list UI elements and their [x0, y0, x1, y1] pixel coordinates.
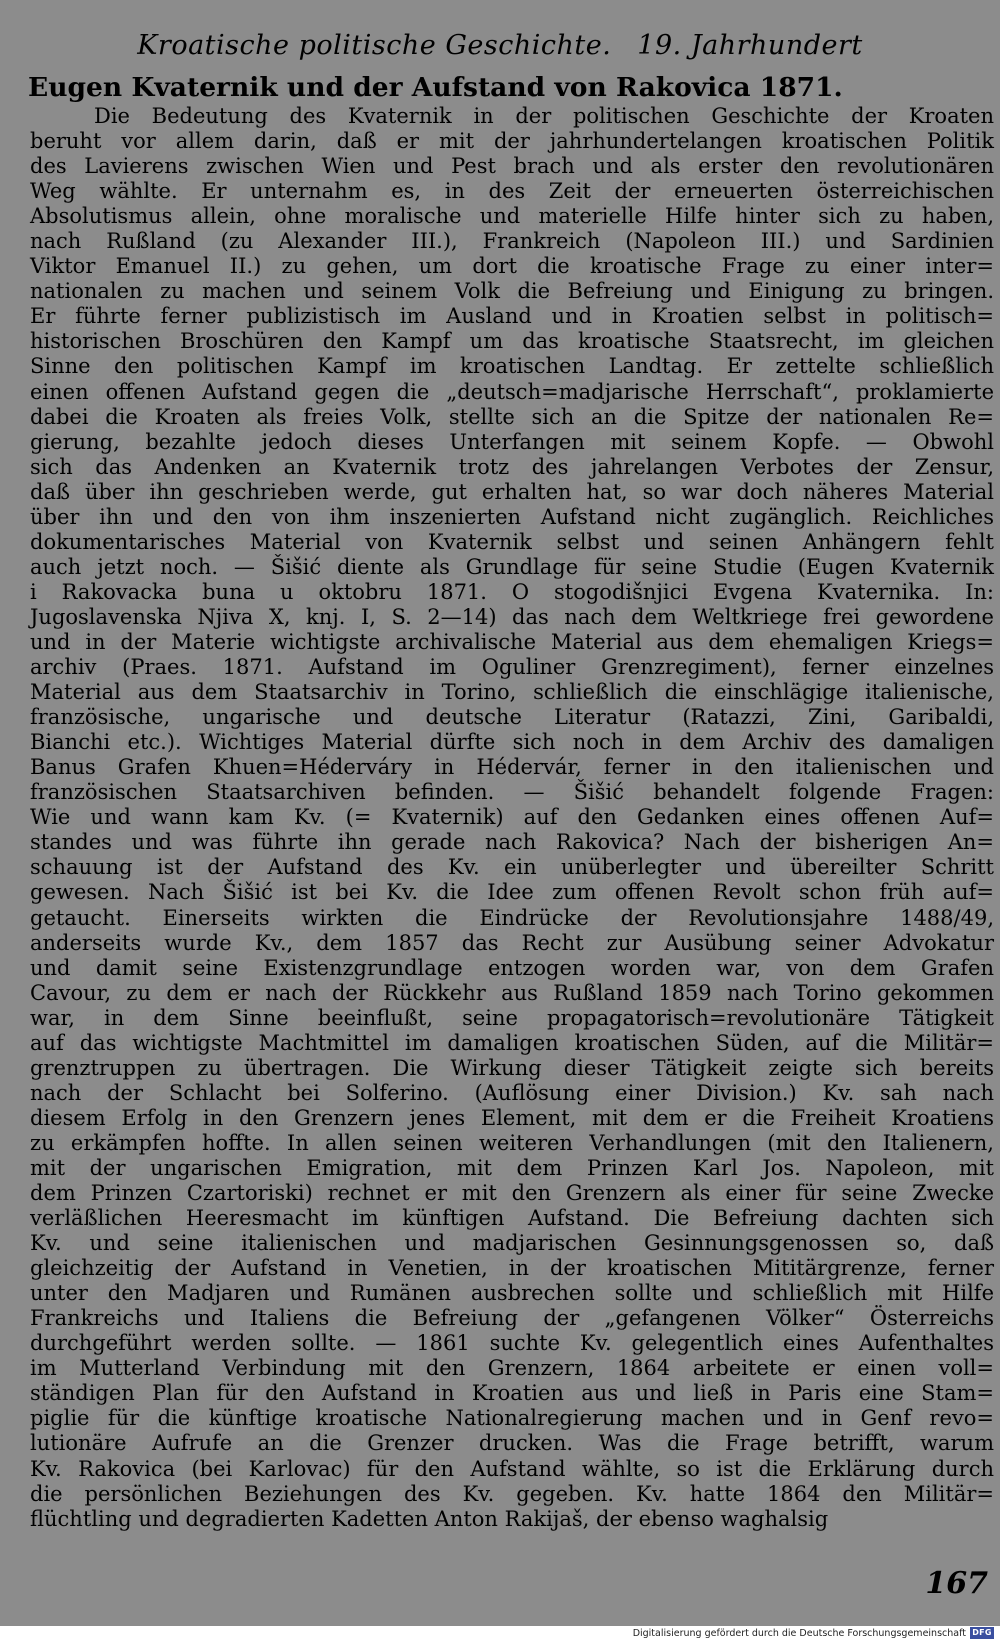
- text-line: einen offenen Aufstand gegen die „deutsch=madjarische Herrschaft“, proklamierte: [30, 379, 994, 404]
- text-line: dokumentarisches Material von Kvaternik selbst und seinen Anhängern fehlt: [30, 529, 994, 554]
- text-line: gleichzeitig der Aufstand in Venetien, in der kroatischen Mititärgrenze, ferner: [30, 1256, 994, 1281]
- footer-credit: Digitalisierung gefördert durch die Deutsche Forschungsgemeinschaft: [632, 1628, 966, 1639]
- text-line: ständigen Plan für den Aufstand in Kroatien aus und ließ in Paris eine Stam=: [30, 1381, 994, 1406]
- page-number: 167: [925, 1566, 988, 1601]
- running-head-right: 19. Jahrhundert: [637, 30, 863, 61]
- body-text: [30, 104, 994, 1532]
- running-head-left: Kroatische politische Geschichte.: [137, 30, 612, 61]
- text-line: archiv (Praes. 1871. Aufstand im Oguliner Grenzregiment), ferner einzelnes: [30, 655, 994, 680]
- text-line: Kv. und seine italienischen und madjarischen Gesinnungsgenossen so, daß: [30, 1231, 994, 1256]
- text-line: flüchtling und degradierten Kadetten Anton Rakijaš, der ebenso waghalsig: [30, 1506, 829, 1531]
- text-line: Jugoslavenska Njiva X, knj. I, S. 2—14) das nach dem Weltkriege frei gewordene: [30, 604, 994, 629]
- text-line: schauung ist der Aufstand des Kv. ein unüberlegter und übereilter Schritt: [30, 855, 994, 880]
- article-title: Eugen Kvaternik und der Aufstand von Rakovica 1871.: [28, 72, 843, 103]
- text-line: gewesen. Nach Šišić ist bei Kv. die Idee zum offenen Revolt schon früh auf=: [30, 880, 994, 905]
- text-line: über ihn und den von ihm inszenierten Aufstand nicht zugänglich. Reichliches: [30, 504, 994, 529]
- text-line: lutionäre Aufrufe an die Grenzer drucken. Was die Frage betrifft, warum: [30, 1431, 994, 1456]
- text-line: auch jetzt noch. — Šišić diente als Grundlage für seine Studie (Eugen Kvaternik: [30, 554, 994, 579]
- text-line: i Rakovacka buna u oktobru 1871. O stogodišnjici Evgena Kvaternika. In:: [30, 579, 994, 604]
- running-head: [0, 30, 1000, 61]
- text-line: Cavour, zu dem er nach der Rückkehr aus Rußland 1859 nach Torino gekommen: [30, 980, 994, 1005]
- text-line: des Lavierens zwischen Wien und Pest brach und als erster den revolutionären: [30, 154, 994, 179]
- text-line: Bianchi etc.). Wichtiges Material dürfte sich noch in dem Archiv des damaligen: [30, 730, 994, 755]
- text-line: daß über ihn geschrieben werde, gut erhalten hat, so war doch näheres Material: [30, 479, 994, 504]
- text-line: nach der Schlacht bei Solferino. (Auflösung einer Division.) Kv. sah nach: [30, 1080, 994, 1105]
- text-line: Er führte ferner publizistisch im Ausland und in Kroatien selbst in politisch=: [30, 304, 994, 329]
- text-line: und damit seine Existenzgrundlage entzogen worden war, von dem Grafen: [30, 955, 994, 980]
- text-line: französische, ungarische und deutsche Literatur (Ratazzi, Zini, Garibaldi,: [30, 705, 994, 730]
- text-line: standes und was führte ihn gerade nach Rakovica? Nach der bisherigen An=: [30, 830, 994, 855]
- text-line: verläßlichen Heeresmacht im künftigen Aufstand. Die Befreiung dachten sich: [30, 1206, 994, 1231]
- text-line: dem Prinzen Czartoriski) rechnet er mit den Grenzern als einer für seine Zwecke: [30, 1181, 994, 1206]
- text-line: im Mutterland Verbindung mit den Grenzern, 1864 arbeitete er einen voll=: [30, 1356, 994, 1381]
- text-line: nationalen zu machen und seinem Volk die Befreiung und Einigung zu bringen.: [30, 279, 994, 304]
- text-line: anderseits wurde Kv., dem 1857 das Recht zur Ausübung seiner Advokatur: [30, 930, 994, 955]
- text-line: Weg wählte. Er unternahm es, in des Zeit der erneuerten österreichischen: [30, 179, 994, 204]
- dfg-logo: DFG: [970, 1627, 994, 1639]
- text-line: grenztruppen zu übertragen. Die Wirkung dieser Tätigkeit zeigte sich bereits: [30, 1055, 994, 1080]
- text-line: diesem Erfolg in den Grenzern jenes Element, mit dem er die Freiheit Kroatiens: [30, 1105, 994, 1130]
- text-line: Die Bedeutung des Kvaternik in der politischen Geschichte der Kroaten: [94, 104, 994, 128]
- text-line: war, in dem Sinne beeinflußt, seine propagatorisch=revolutionäre Tätigkeit: [30, 1005, 994, 1030]
- text-line: durchgeführt werden sollte. — 1861 suchte Kv. gelegentlich eines Aufenthaltes: [30, 1331, 994, 1356]
- text-line: auf das wichtigste Machtmittel im damaligen kroatischen Süden, auf die Militär=: [30, 1030, 994, 1055]
- text-line: historischen Broschüren den Kampf um das kroatische Staatsrecht, im gleichen: [30, 329, 994, 354]
- text-line: dabei die Kroaten als freies Volk, stellte sich an die Spitze der nationalen Re=: [30, 404, 994, 429]
- text-line: piglie für die künftige kroatische Nationalregierung machen und in Genf revo=: [30, 1406, 994, 1431]
- text-line: unter den Madjaren und Rumänen ausbrechen sollte und schließlich mit Hilfe: [30, 1281, 994, 1306]
- text-line: beruht vor allem darin, daß er mit der jahrhundertelangen kroatischen Politik: [30, 129, 994, 154]
- text-line: Viktor Emanuel II.) zu gehen, um dort die kroatische Frage zu einer inter=: [30, 254, 994, 279]
- text-line: Wie und wann kam Kv. (= Kvaternik) auf den Gedanken eines offenen Auf=: [30, 805, 994, 830]
- text-line: Kv. Rakovica (bei Karlovac) für den Aufstand wählte, so ist die Erklärung durch: [30, 1456, 994, 1481]
- text-line: französischen Staatsarchiven befinden. — Šišić behandelt folgende Fragen:: [30, 780, 994, 805]
- text-line: mit der ungarischen Emigration, mit dem Prinzen Karl Jos. Napoleon, mit: [30, 1155, 994, 1180]
- text-line: getaucht. Einerseits wirkten die Eindrücke der Revolutionsjahre 1488/49,: [30, 905, 994, 930]
- text-line: und in der Materie wichtigste archivalische Material aus dem ehemaligen Kriegs=: [30, 629, 994, 654]
- text-line: nach Rußland (zu Alexander III.), Frankreich (Napoleon III.) und Sardinien: [30, 229, 994, 254]
- text-line: Banus Grafen Khuen=Héderváry in Hédervár, ferner in den italienischen und: [30, 755, 994, 780]
- text-line: Frankreichs und Italiens die Befreiung der „gefangenen Völker“ Österreichs: [30, 1306, 994, 1331]
- text-line: sich das Andenken an Kvaternik trotz des jahrelangen Verbotes der Zensur,: [30, 454, 994, 479]
- text-line: zu erkämpfen hoffte. In allen seinen weiteren Verhandlungen (mit den Italienern,: [30, 1130, 994, 1155]
- text-line: gierung, bezahlte jedoch dieses Unterfangen mit seinem Kopfe. — Obwohl: [30, 429, 994, 454]
- text-line: die persönlichen Beziehungen des Kv. gegeben. Kv. hatte 1864 den Militär=: [30, 1481, 994, 1506]
- text-line: Sinne den politischen Kampf im kroatischen Landtag. Er zettelte schließlich: [30, 354, 994, 379]
- text-line: Material aus dem Staatsarchiv in Torino, schließlich die einschlägige italienische,: [30, 680, 994, 705]
- text-line: Absolutismus allein, ohne moralische und materielle Hilfe hinter sich zu haben,: [30, 204, 994, 229]
